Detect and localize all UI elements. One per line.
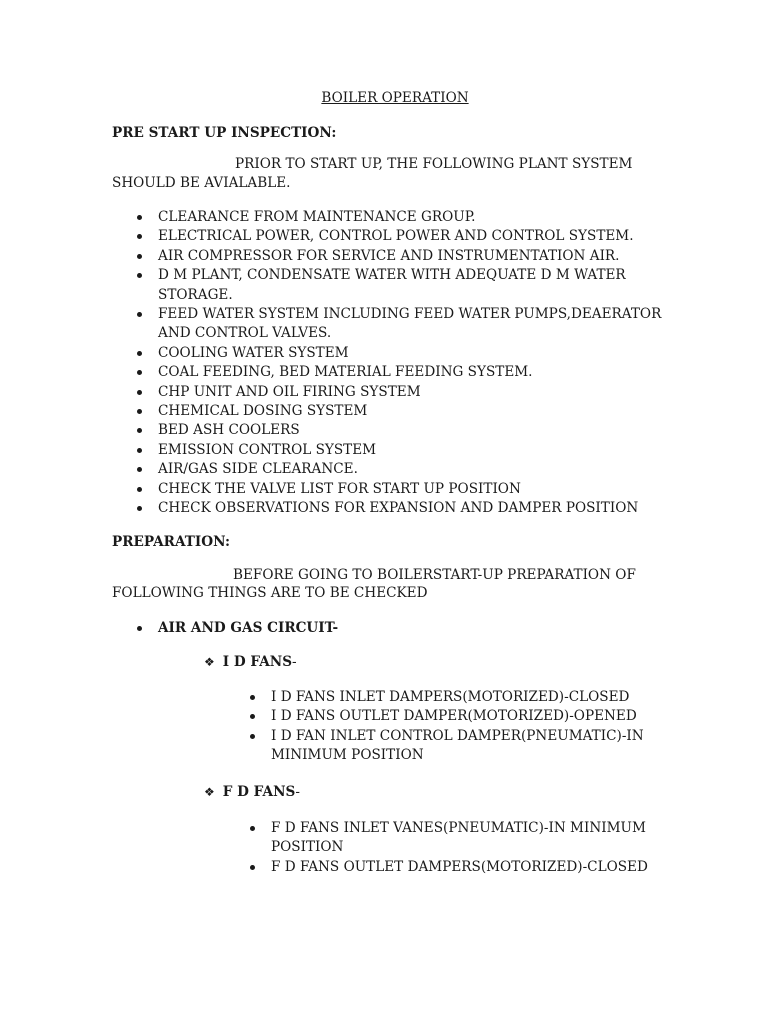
list-item-line: MINIMUM POSITION	[271, 747, 424, 764]
section-heading-preparation: PREPARATION:	[112, 534, 231, 550]
pre-start-intro-line-2: SHOULD BE AVIALABLE.	[112, 175, 291, 191]
bullet-icon	[137, 351, 142, 356]
list-item	[158, 266, 661, 305]
list-item	[271, 858, 648, 877]
preparation-intro-line-2: FOLLOWING THINGS ARE TO BE CHECKED	[112, 585, 428, 601]
list-item-line: AIR/GAS SIDE CLEARANCE.	[158, 461, 358, 478]
bullet-icon	[250, 865, 255, 870]
list-item-line: CHECK THE VALVE LIST FOR START UP POSITION	[158, 480, 521, 497]
list-item	[271, 707, 644, 726]
id-fans-list	[271, 688, 644, 766]
list-item	[158, 363, 661, 382]
preparation-list	[158, 619, 338, 638]
subheading-fd-fans	[204, 783, 300, 802]
list-item	[271, 819, 648, 858]
list-item-line: EMISSION CONTROL SYSTEM	[158, 441, 377, 458]
bullet-icon	[250, 714, 255, 719]
diamond-bullet-icon: ❖	[204, 785, 215, 799]
list-item	[271, 688, 644, 707]
subheading-id-fans	[204, 653, 297, 672]
list-item	[158, 619, 338, 638]
list-item	[158, 227, 661, 246]
list-item	[158, 480, 661, 499]
list-item	[158, 305, 661, 344]
list-item-line: I D FANS OUTLET DAMPER(MOTORIZED)-OPENED	[271, 708, 637, 725]
list-item-line: CHP UNIT AND OIL FIRING SYSTEM	[158, 383, 421, 400]
bullet-icon	[250, 826, 255, 831]
list-item-line: I D FANS INLET DAMPERS(MOTORIZED)-CLOSED	[271, 689, 630, 705]
list-item-text: AIR AND GAS CIRCUIT-	[158, 620, 339, 636]
list-item-line: CHECK OBSERVATIONS FOR EXPANSION AND DAMPER POSITION	[158, 500, 639, 517]
bullet-icon	[137, 312, 142, 317]
list-item	[158, 383, 661, 402]
bullet-icon	[137, 215, 142, 220]
list-item-line: COAL FEEDING, BED MATERIAL FEEDING SYSTEM.	[158, 364, 533, 381]
fd-fans-list	[271, 819, 648, 877]
list-item	[158, 208, 661, 227]
list-item	[271, 727, 644, 766]
list-item-line: STORAGE.	[158, 286, 233, 303]
bullet-icon	[137, 273, 142, 278]
list-item	[158, 247, 661, 266]
bullet-icon	[137, 370, 142, 375]
pre-start-intro-line-1: PRIOR TO START UP, THE FOLLOWING PLANT SYSTEM	[235, 156, 633, 172]
list-item-line: AIR COMPRESSOR FOR SERVICE AND INSTRUMENTATION AIR.	[158, 247, 620, 264]
list-item-line: FEED WATER SYSTEM INCLUDING FEED WATER PUMPS,DEAERATOR	[158, 306, 662, 323]
list-item-line: F D FANS OUTLET DAMPERS(MOTORIZED)-CLOSED	[271, 858, 648, 875]
section-heading-pre-start: PRE START UP INSPECTION:	[112, 125, 337, 141]
list-item-line: CLEARANCE FROM MAINTENANCE GROUP.	[158, 209, 476, 225]
list-item-line: D M PLANT, CONDENSATE WATER WITH ADEQUATE D M WATER	[158, 267, 626, 284]
pre-start-checklist	[158, 208, 661, 519]
bullet-icon	[137, 254, 142, 259]
list-item-line: I D FAN INLET CONTROL DAMPER(PNEUMATIC)-IN	[271, 727, 644, 744]
list-item-line: BED ASH COOLERS	[158, 422, 300, 439]
list-item	[158, 421, 661, 440]
subheading-suffix: -	[292, 654, 297, 670]
bullet-icon	[137, 428, 142, 433]
bullet-icon	[137, 467, 142, 472]
bullet-icon	[137, 487, 142, 492]
bullet-icon	[137, 448, 142, 453]
subheading-suffix: -	[295, 784, 300, 800]
list-item-line: CHEMICAL DOSING SYSTEM	[158, 403, 368, 420]
list-item-line: COOLING WATER SYSTEM	[158, 344, 349, 361]
preparation-intro-line-1: BEFORE GOING TO BOILERSTART-UP PREPARATION OF	[233, 567, 636, 583]
list-item	[158, 402, 661, 421]
list-item-line: ELECTRICAL POWER, CONTROL POWER AND CONTROL SYSTEM.	[158, 228, 634, 245]
list-item	[158, 460, 661, 479]
bullet-icon	[137, 409, 142, 414]
bullet-icon	[137, 506, 142, 511]
subheading-text: I D FANS	[222, 654, 293, 670]
subheading-text: F D FANS	[222, 784, 296, 800]
bullet-icon	[137, 234, 142, 239]
list-item	[158, 344, 661, 363]
bullet-icon	[250, 734, 255, 739]
bullet-icon	[250, 695, 255, 700]
list-item	[158, 441, 661, 460]
list-item-line: AND CONTROL VALVES.	[158, 325, 332, 342]
document-title: BOILER OPERATION	[321, 90, 469, 106]
bullet-icon	[137, 626, 142, 631]
list-item	[158, 499, 661, 518]
bullet-icon	[137, 390, 142, 395]
list-item-line: F D FANS INLET VANES(PNEUMATIC)-IN MINIMUM	[271, 820, 646, 836]
diamond-bullet-icon: ❖	[204, 655, 215, 669]
list-item-line: POSITION	[271, 839, 344, 856]
